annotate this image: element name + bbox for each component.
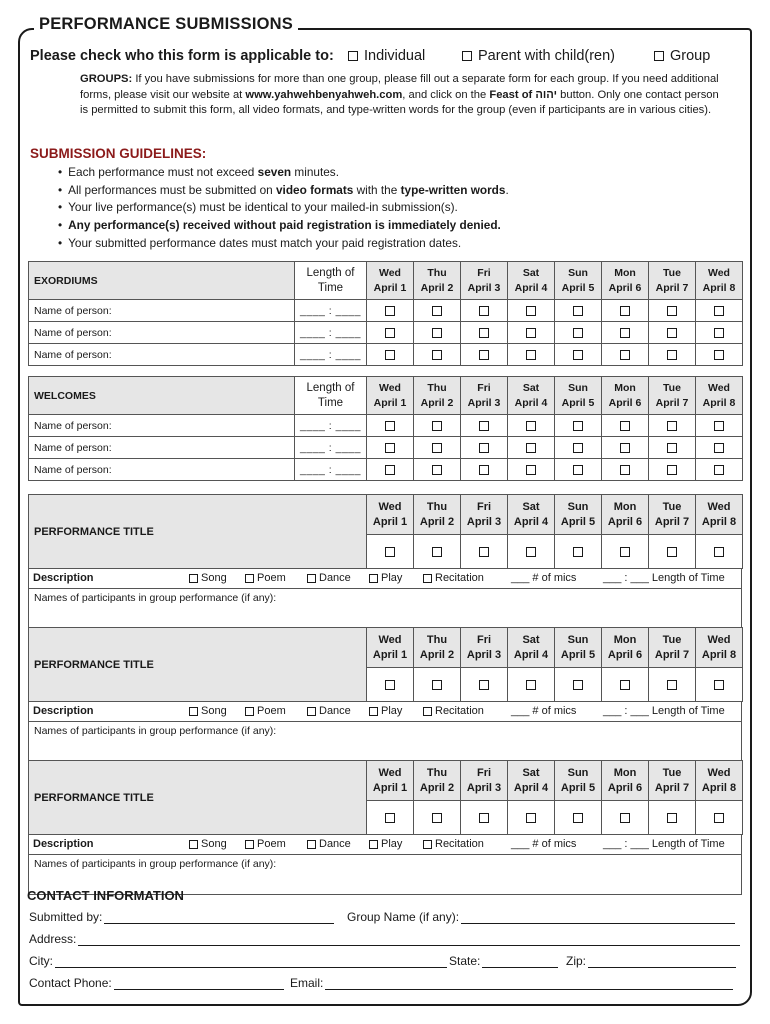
checkbox[interactable] [573,350,583,360]
day-checkbox-cell[interactable] [649,300,696,322]
type-option[interactable]: Recitation [423,838,484,850]
day-header: Sat April 4 [508,495,555,535]
checkbox[interactable] [423,574,432,583]
day-header: Thu April 2 [414,377,461,415]
checkbox[interactable] [526,306,536,316]
checkbox[interactable] [479,547,489,557]
checkbox[interactable] [620,350,630,360]
day-checkbox-cell[interactable] [649,322,696,344]
checkbox[interactable] [620,547,630,557]
checkbox[interactable] [245,707,254,716]
day-header: Thu April 2 [414,262,461,300]
address-field[interactable]: Address: [29,932,740,946]
city-line[interactable] [55,956,447,968]
day-header: Wed April 8 [696,495,743,535]
checkbox[interactable] [369,840,378,849]
day-header: Tue April 7 [649,495,696,535]
checkbox[interactable] [423,840,432,849]
day-checkbox-cell[interactable] [461,300,508,322]
website-link[interactable]: www.yahwehbenyahweh.com [245,88,403,101]
day-checkbox-cell[interactable] [508,535,555,569]
length-header: Length of Time [295,377,367,415]
day-checkbox-cell[interactable] [367,459,414,481]
checkbox[interactable] [573,465,583,475]
type-option[interactable]: Dance [307,572,351,584]
day-checkbox-cell[interactable] [508,801,555,835]
checkbox[interactable] [526,547,536,557]
day-header: Fri April 3 [461,628,508,668]
day-checkbox-cell[interactable] [696,300,743,322]
checkbox[interactable] [714,350,724,360]
type-option[interactable]: Song [189,838,227,850]
day-checkbox-cell[interactable] [696,535,743,569]
day-checkbox-cell[interactable] [696,415,743,437]
mics-count-field[interactable]: ___ # of mics [511,838,577,850]
performance-title-cell: PERFORMANCE TITLE [29,761,367,835]
checkbox[interactable] [667,813,677,823]
feast-button-name: Feast of יהוה [489,88,558,101]
checkbox[interactable] [479,813,489,823]
day-checkbox-cell[interactable] [696,801,743,835]
checkbox[interactable] [432,328,442,338]
checkbox[interactable] [667,547,677,557]
checkbox[interactable] [620,328,630,338]
table-row [29,322,743,344]
day-checkbox-cell[interactable] [508,459,555,481]
day-checkbox-cell[interactable] [367,801,414,835]
table-row [29,415,743,437]
groups-label: GROUPS: [80,73,133,85]
checkbox[interactable] [526,813,536,823]
day-checkbox-cell[interactable] [602,801,649,835]
day-header: Wed April 8 [696,628,743,668]
checkbox[interactable] [667,443,677,453]
checkbox[interactable] [479,443,489,453]
day-checkbox-cell[interactable] [696,344,743,366]
day-checkbox-cell[interactable] [414,300,461,322]
option-parent-with-children[interactable]: Parent with child(ren) [462,48,615,64]
day-checkbox-cell[interactable] [555,437,602,459]
checkbox[interactable] [385,306,395,316]
type-option[interactable]: Play [369,705,402,717]
name-of-person-cell[interactable]: Name of person: [29,300,295,322]
day-checkbox-cell[interactable] [461,344,508,366]
day-checkbox-cell[interactable] [508,668,555,702]
day-checkbox-cell[interactable] [696,322,743,344]
checkbox[interactable] [620,813,630,823]
day-header: Wed April 1 [367,495,414,535]
length-of-time-field[interactable]: ___ : ___ Length of Time [603,572,725,584]
checkbox[interactable] [432,680,442,690]
day-header: Wed April 1 [367,761,414,801]
guidelines-list [58,164,509,253]
type-option[interactable]: Recitation [423,572,484,584]
type-option[interactable]: Poem [245,705,286,717]
type-option[interactable]: Poem [245,572,286,584]
day-checkbox-cell[interactable] [508,322,555,344]
day-header: Tue April 7 [649,262,696,300]
checkbox[interactable] [573,547,583,557]
checkbox[interactable] [573,813,583,823]
contact-title: CONTACT INFORMATION [27,888,184,903]
guidelines-title: SUBMISSION GUIDELINES: [30,146,207,161]
checkbox[interactable] [526,328,536,338]
checkbox[interactable] [189,840,198,849]
day-header: Wed April 8 [696,262,743,300]
checkbox[interactable] [245,574,254,583]
length-header: Length of Time [295,262,367,300]
day-checkbox-cell[interactable] [649,415,696,437]
day-checkbox-cell[interactable] [414,322,461,344]
day-checkbox-cell[interactable] [555,668,602,702]
option-group[interactable]: Group [654,48,710,64]
day-checkbox-cell[interactable] [414,344,461,366]
day-header: Sun April 5 [555,628,602,668]
day-header: Thu April 2 [414,628,461,668]
day-checkbox-cell[interactable] [602,300,649,322]
type-option[interactable]: Song [189,705,227,717]
checkbox[interactable] [479,306,489,316]
checkbox[interactable] [432,306,442,316]
checkbox[interactable] [432,443,442,453]
length-input[interactable]: ____ : ____ [295,300,367,322]
checkbox[interactable] [654,51,664,61]
day-header: Wed April 8 [696,377,743,415]
table-row [29,344,743,366]
group-name-field[interactable]: Group Name (if any): [347,910,735,924]
address-line[interactable] [78,934,740,946]
day-checkbox-cell[interactable] [414,459,461,481]
checkbox[interactable] [385,421,395,431]
city-field[interactable]: City: [29,954,447,968]
day-header: Wed April 1 [367,377,414,415]
description-label: Description [33,572,94,584]
zip-field[interactable]: Zip: [566,954,736,968]
day-checkbox-cell[interactable] [555,459,602,481]
table-row [29,437,743,459]
day-checkbox-cell[interactable] [461,668,508,702]
day-checkbox-cell[interactable] [696,437,743,459]
checkbox[interactable] [667,680,677,690]
day-header: Mon April 6 [602,377,649,415]
day-checkbox-cell[interactable] [649,344,696,366]
checkbox[interactable] [385,680,395,690]
checkbox[interactable] [620,443,630,453]
guideline-item: • Your live performance(s) must be identical to your mailed-in submission(s). [58,199,509,217]
day-checkbox-cell[interactable] [602,535,649,569]
checkbox[interactable] [369,707,378,716]
day-header: Tue April 7 [649,628,696,668]
checkbox[interactable] [526,443,536,453]
exordiums-table [28,261,743,366]
type-option[interactable]: Song [189,572,227,584]
day-header: Fri April 3 [461,495,508,535]
checkbox[interactable] [526,680,536,690]
day-checkbox-cell[interactable] [508,415,555,437]
day-checkbox-cell[interactable] [649,459,696,481]
contact-phone-field[interactable]: Contact Phone: [29,976,284,990]
day-header: Sun April 5 [555,377,602,415]
checkbox[interactable] [423,707,432,716]
guideline-item: • Any performance(s) received without paid registration is immediately denied. [58,217,509,235]
day-checkbox-cell[interactable] [367,668,414,702]
performance-title-cell: PERFORMANCE TITLE [29,628,367,702]
checkbox[interactable] [385,350,395,360]
day-checkbox-cell[interactable] [696,668,743,702]
day-checkbox-cell[interactable] [555,344,602,366]
day-header: Sun April 5 [555,761,602,801]
checkbox[interactable] [307,574,316,583]
day-header: Fri April 3 [461,377,508,415]
day-header: Thu April 2 [414,761,461,801]
option-individual[interactable]: Individual [348,48,425,64]
welcomes-table [28,376,743,481]
day-checkbox-cell[interactable] [602,459,649,481]
type-option[interactable]: Dance [307,838,351,850]
day-checkbox-cell[interactable] [602,668,649,702]
group-name-line[interactable] [461,912,735,924]
day-header: Fri April 3 [461,262,508,300]
day-checkbox-cell[interactable] [367,300,414,322]
section-title: WELCOMES [29,377,295,415]
table-row [29,459,743,481]
checkbox[interactable] [189,707,198,716]
guideline-item: • Each performance must not exceed seven minutes. [58,164,509,182]
day-header: Mon April 6 [602,495,649,535]
checkbox[interactable] [432,465,442,475]
day-checkbox-cell[interactable] [367,322,414,344]
checkbox[interactable] [667,350,677,360]
day-checkbox-cell[interactable] [414,535,461,569]
checkbox[interactable] [667,306,677,316]
checkbox[interactable] [714,465,724,475]
participants-field[interactable]: Names of participants in group performance (if any): [28,722,742,762]
day-header: Sun April 5 [555,495,602,535]
day-checkbox-cell[interactable] [461,801,508,835]
performance-title-cell: PERFORMANCE TITLE [29,495,367,569]
day-header: Sat April 4 [508,628,555,668]
day-header: Sun April 5 [555,262,602,300]
day-checkbox-cell[interactable] [555,801,602,835]
day-header: Wed April 1 [367,262,414,300]
checkbox[interactable] [620,465,630,475]
day-checkbox-cell[interactable] [367,344,414,366]
checkbox[interactable] [714,813,724,823]
day-checkbox-cell[interactable] [508,437,555,459]
contact-phone-line[interactable] [114,978,284,990]
email-field[interactable]: Email: [290,976,733,990]
day-checkbox-cell[interactable] [367,437,414,459]
checkbox[interactable] [714,547,724,557]
checkbox[interactable] [620,421,630,431]
day-header: Mon April 6 [602,628,649,668]
applicability-question: Please check who this form is applicable to: [30,48,334,64]
day-header: Wed April 1 [367,628,414,668]
checkbox[interactable] [667,421,677,431]
length-of-time-field[interactable]: ___ : ___ Length of Time [603,838,725,850]
day-checkbox-cell[interactable] [414,801,461,835]
checkbox[interactable] [479,328,489,338]
day-checkbox-cell[interactable] [414,415,461,437]
state-line[interactable] [482,956,558,968]
checkbox[interactable] [385,443,395,453]
day-checkbox-cell[interactable] [649,801,696,835]
checkbox[interactable] [620,680,630,690]
day-checkbox-cell[interactable] [414,437,461,459]
checkbox[interactable] [479,680,489,690]
day-checkbox-cell[interactable] [367,415,414,437]
day-checkbox-cell[interactable] [461,437,508,459]
day-checkbox-cell[interactable] [602,344,649,366]
day-checkbox-cell[interactable] [649,535,696,569]
submitted-by-field[interactable]: Submitted by: [29,910,334,924]
participants-field[interactable]: Names of participants in group performance (if any): [28,855,742,895]
day-header: Tue April 7 [649,761,696,801]
checkbox[interactable] [307,707,316,716]
length-input[interactable]: ____ : ____ [295,322,367,344]
day-checkbox-cell[interactable] [649,437,696,459]
checkbox[interactable] [526,465,536,475]
checkbox[interactable] [573,680,583,690]
checkbox[interactable] [667,328,677,338]
description-row [28,569,742,589]
day-checkbox-cell[interactable] [508,344,555,366]
length-input[interactable]: ____ : ____ [295,459,367,481]
name-of-person-cell[interactable]: Name of person: [29,322,295,344]
checkbox[interactable] [620,306,630,316]
checkbox[interactable] [526,350,536,360]
checkbox[interactable] [667,465,677,475]
name-of-person-cell[interactable]: Name of person: [29,344,295,366]
checkbox[interactable] [479,465,489,475]
performance-block [28,494,742,629]
day-header: Tue April 7 [649,377,696,415]
day-checkbox-cell[interactable] [555,300,602,322]
day-header: Mon April 6 [602,262,649,300]
state-field[interactable]: State: [449,954,558,968]
day-checkbox-cell[interactable] [414,668,461,702]
name-of-person-cell[interactable]: Name of person: [29,459,295,481]
checkbox[interactable] [714,443,724,453]
email-line[interactable] [325,978,733,990]
length-input[interactable]: ____ : ____ [295,415,367,437]
checkbox[interactable] [573,306,583,316]
day-header: Mon April 6 [602,761,649,801]
day-checkbox-cell[interactable] [461,322,508,344]
type-option[interactable]: Play [369,572,402,584]
checkbox[interactable] [573,328,583,338]
day-checkbox-cell[interactable] [367,535,414,569]
day-checkbox-cell[interactable] [555,322,602,344]
description-row [28,835,742,855]
checkbox[interactable] [385,813,395,823]
description-row [28,702,742,722]
type-option[interactable]: Play [369,838,402,850]
checkbox[interactable] [385,465,395,475]
mics-count-field[interactable]: ___ # of mics [511,705,577,717]
day-checkbox-cell[interactable] [602,322,649,344]
type-option[interactable]: Recitation [423,705,484,717]
checkbox[interactable] [385,328,395,338]
name-of-person-cell[interactable]: Name of person: [29,437,295,459]
day-checkbox-cell[interactable] [508,300,555,322]
day-checkbox-cell[interactable] [461,415,508,437]
checkbox[interactable] [348,51,358,61]
day-checkbox-cell[interactable] [602,437,649,459]
checkbox[interactable] [432,421,442,431]
day-checkbox-cell[interactable] [461,459,508,481]
day-checkbox-cell[interactable] [602,415,649,437]
checkbox[interactable] [432,547,442,557]
checkbox[interactable] [479,421,489,431]
performance-block [28,760,742,895]
checkbox[interactable] [385,547,395,557]
checkbox[interactable] [714,328,724,338]
length-of-time-field[interactable]: ___ : ___ Length of Time [603,705,725,717]
day-header: Sat April 4 [508,761,555,801]
checkbox[interactable] [462,51,472,61]
day-checkbox-cell[interactable] [461,535,508,569]
checkbox[interactable] [526,421,536,431]
checkbox[interactable] [714,421,724,431]
guideline-item: • All performances must be submitted on video formats with the type-written words. [58,182,509,200]
length-input[interactable]: ____ : ____ [295,437,367,459]
guideline-item: • Your submitted performance dates must match your paid registration dates. [58,235,509,253]
checkbox[interactable] [432,350,442,360]
checkbox[interactable] [189,574,198,583]
form-title: PERFORMANCE SUBMISSIONS [34,15,298,34]
checkbox[interactable] [573,443,583,453]
description-label: Description [33,705,94,717]
day-header: Sat April 4 [508,262,555,300]
participants-field[interactable]: Names of participants in group performance (if any): [28,589,742,629]
name-of-person-cell[interactable]: Name of person: [29,415,295,437]
checkbox[interactable] [432,813,442,823]
type-option[interactable]: Dance [307,705,351,717]
checkbox[interactable] [369,574,378,583]
checkbox[interactable] [245,840,254,849]
performance-block [28,627,742,762]
table-row [29,300,743,322]
day-checkbox-cell[interactable] [555,535,602,569]
day-checkbox-cell[interactable] [555,415,602,437]
groups-note: GROUPS: If you have submissions for more than one group, please fill out a separate form for each group. If you need additional forms, please visit our website at www.yahwehbenyahweh.com, and click on the Feast of יהוה button. Only one contact person is permitted to submit this form, all video formats, and type-written words for the group (even if participants are in various cities). [80,73,719,116]
day-header: Fri April 3 [461,761,508,801]
day-checkbox-cell[interactable] [696,459,743,481]
checkbox[interactable] [307,840,316,849]
day-header: Wed April 8 [696,761,743,801]
checkbox[interactable] [714,680,724,690]
type-option[interactable]: Poem [245,838,286,850]
checkbox[interactable] [479,350,489,360]
submitted-by-line[interactable] [104,912,334,924]
description-label: Description [33,838,94,850]
checkbox[interactable] [573,421,583,431]
length-input[interactable]: ____ : ____ [295,344,367,366]
zip-line[interactable] [588,956,736,968]
mics-count-field[interactable]: ___ # of mics [511,572,577,584]
day-header: Sat April 4 [508,377,555,415]
day-header: Thu April 2 [414,495,461,535]
day-checkbox-cell[interactable] [649,668,696,702]
section-title: EXORDIUMS [29,262,295,300]
checkbox[interactable] [714,306,724,316]
